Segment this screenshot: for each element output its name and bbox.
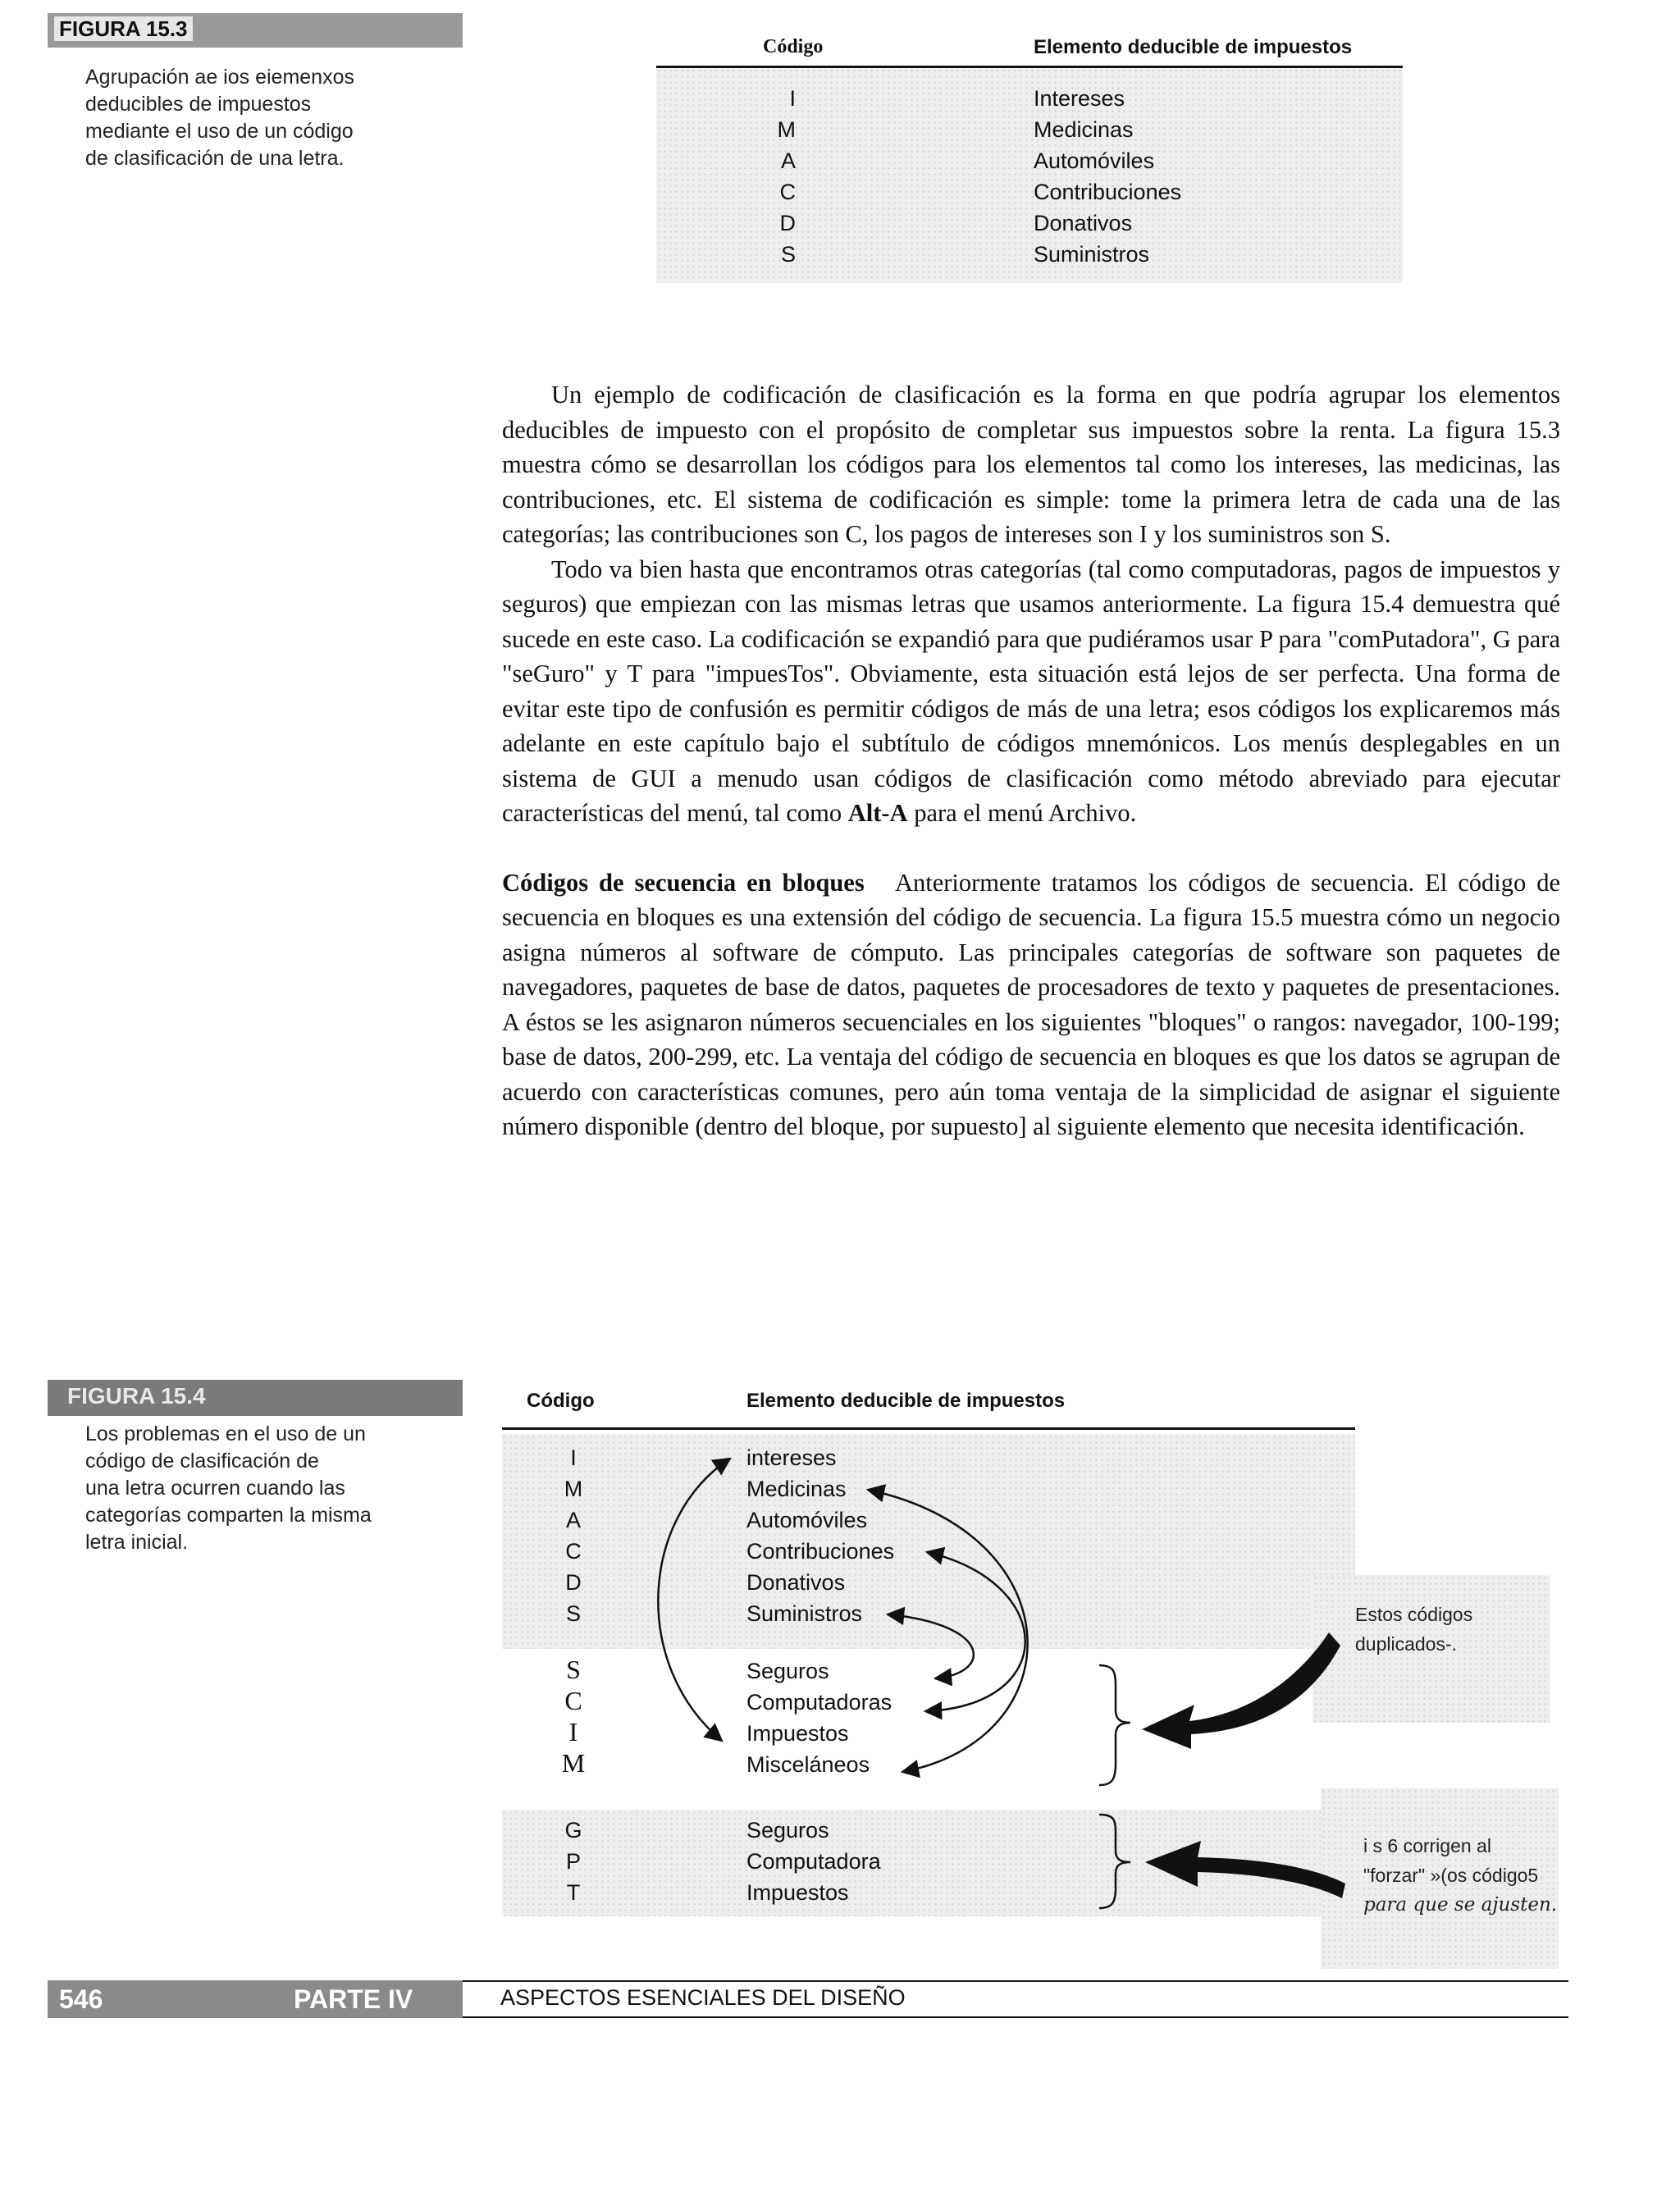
table-row: P Computadora <box>565 1849 881 1874</box>
figure-15-4-label: FIGURA 15.4 <box>48 1380 463 1416</box>
page-number: 546 <box>59 1984 103 2014</box>
table-row: A Automóviles <box>565 1508 868 1532</box>
table-row: M Medicinas <box>564 1477 847 1501</box>
table-row: M Medicinas <box>777 117 1134 142</box>
paragraph-2: Todo va bien hasta que encontramos otras categorías (tal como computadoras, pagos de impuestos y seguros) que empiezan con las mismas letras que usamos anteriormente. La figura 15.4 demuestra qué sucede en este caso. La codificación se expandió para que pudiéramos usar P para "comPutadora", G para "seGuro" y T para "impuesTos". Obviamente, esta situación está lejos de ser perfecta. Una forma de evitar este tipo de confusión es permitir códigos de más de una letra; esos códigos los explicaremos más adelante en este capítulo bajo el subtítulo de códigos mnemónicos. Los menús desplegables en un sistema de GUI a menudo usan códigos de clasificación como método abreviado para ejecutar características del menú, tal como Alt-A para el menú Archivo. <box>502 555 1560 827</box>
fig2-col-code-header: Código <box>527 1390 595 1412</box>
note-duplicates: Estos códigos duplicados-. <box>1355 1604 1473 1655</box>
arrow-intereses-impuestos <box>658 1459 730 1741</box>
figure-15-3-caption: Agrupación ae ios eiemenxos deducibles de impuestos mediante el uso de un código de clasificación de una letra. <box>85 66 354 170</box>
table-row: C Computadoras <box>564 1686 892 1715</box>
table-row: I Impuestos <box>568 1717 849 1747</box>
table-row: A Automóviles <box>780 148 1155 173</box>
footer-bar <box>48 1980 463 2018</box>
figure-15-4-caption: Los problemas en el uso de un código de clasificación de una letra ocurren cuando las categorías comparten la misma letra inicial. <box>85 1422 372 1554</box>
fig2-col-item-header: Elemento deducible de impuestos <box>746 1390 1066 1412</box>
arrow-contribuciones-computadoras <box>925 1552 1025 1711</box>
footer-rule-top <box>463 1980 1568 1982</box>
arrow-suministros-seguros <box>888 1614 974 1678</box>
col-code-header: Código <box>763 36 824 57</box>
footer-section: ASPECTOS ESENCIALES DEL DISEÑO <box>500 1985 906 2010</box>
footer-rule-bottom <box>463 2016 1568 2018</box>
table-row: G Seguros <box>564 1818 829 1842</box>
paragraph-1: Un ejemplo de codificación de clasificación es la forma en que podría agrupar los elementos deducibles de impuesto con el propósito de completar sus impuestos sobre la renta. La figura 15.3 muestra cómo se desarrollan los códigos para los elementos tal como los intereses, las medicinas, las contribuciones, etc. El sistema de codificación es simple: tome la primera letra de cada una de las categorías; las contribuciones son C, los pagos de intereses son I y los suministros son S. <box>502 381 1560 548</box>
brace-corrected <box>1099 1815 1130 1908</box>
table-row: C Contribuciones <box>565 1539 895 1564</box>
table-row: S Suministros <box>565 1601 863 1626</box>
big-arrow-corrected <box>1145 1841 1345 1898</box>
table-row: S Suministros <box>780 242 1150 267</box>
big-arrow-duplicates <box>1142 1632 1340 1749</box>
table-row: I Intereses <box>789 86 1125 111</box>
figure-15-3-label: FIGURA 15.3 <box>48 13 463 48</box>
table-row: M Misceláneos <box>561 1748 870 1778</box>
table-row: S Seguros <box>566 1655 829 1684</box>
part-label: PARTE IV <box>294 1984 413 2014</box>
paragraph-3: Códigos de secuencia en bloques Anteriormente tratamos los códigos de secuencia. El código de secuencia en bloques es una extensión del código de secuencia. La figura 15.5 muestra cómo un negocio asigna números al software de cómputo. Las principales categorías de software son paquetes de navegadores, paquetes de base de datos, paquetes de procesadores de texto y paquetes de presentaciones. A éstos se les asignaron números secuenciales en los siguientes "bloques" o rangos: navegador, 100-199; base de datos, 200-299, etc. La ventaja del código de secuencia en bloques es que los datos se agrupan de acuerdo con características comunes, pero aún toma ventaja de la simplicidad de asignar el siguiente número disponible (dentro del bloque, por supuesto] al siguiente elemento que necesita identificación. <box>502 868 1560 1140</box>
table-row: C Contribuciones <box>779 180 1182 204</box>
table-row: T Impuestos <box>566 1880 849 1905</box>
arrow-medicinas-miscelaneos <box>868 1490 1028 1772</box>
table-row: I intereses <box>570 1445 837 1470</box>
col-item-header: Elemento deducible de impuestos <box>1034 36 1353 58</box>
subheading: Códigos de secuencia en bloques <box>502 868 865 897</box>
table-row: D Donativos <box>779 211 1133 235</box>
note-corrected: i s 6 corrigen al "forzar" »(os código5 para que se ajusten. <box>1363 1835 1558 1915</box>
table-row: D Donativos <box>565 1570 846 1595</box>
brace-duplicates <box>1099 1665 1130 1785</box>
